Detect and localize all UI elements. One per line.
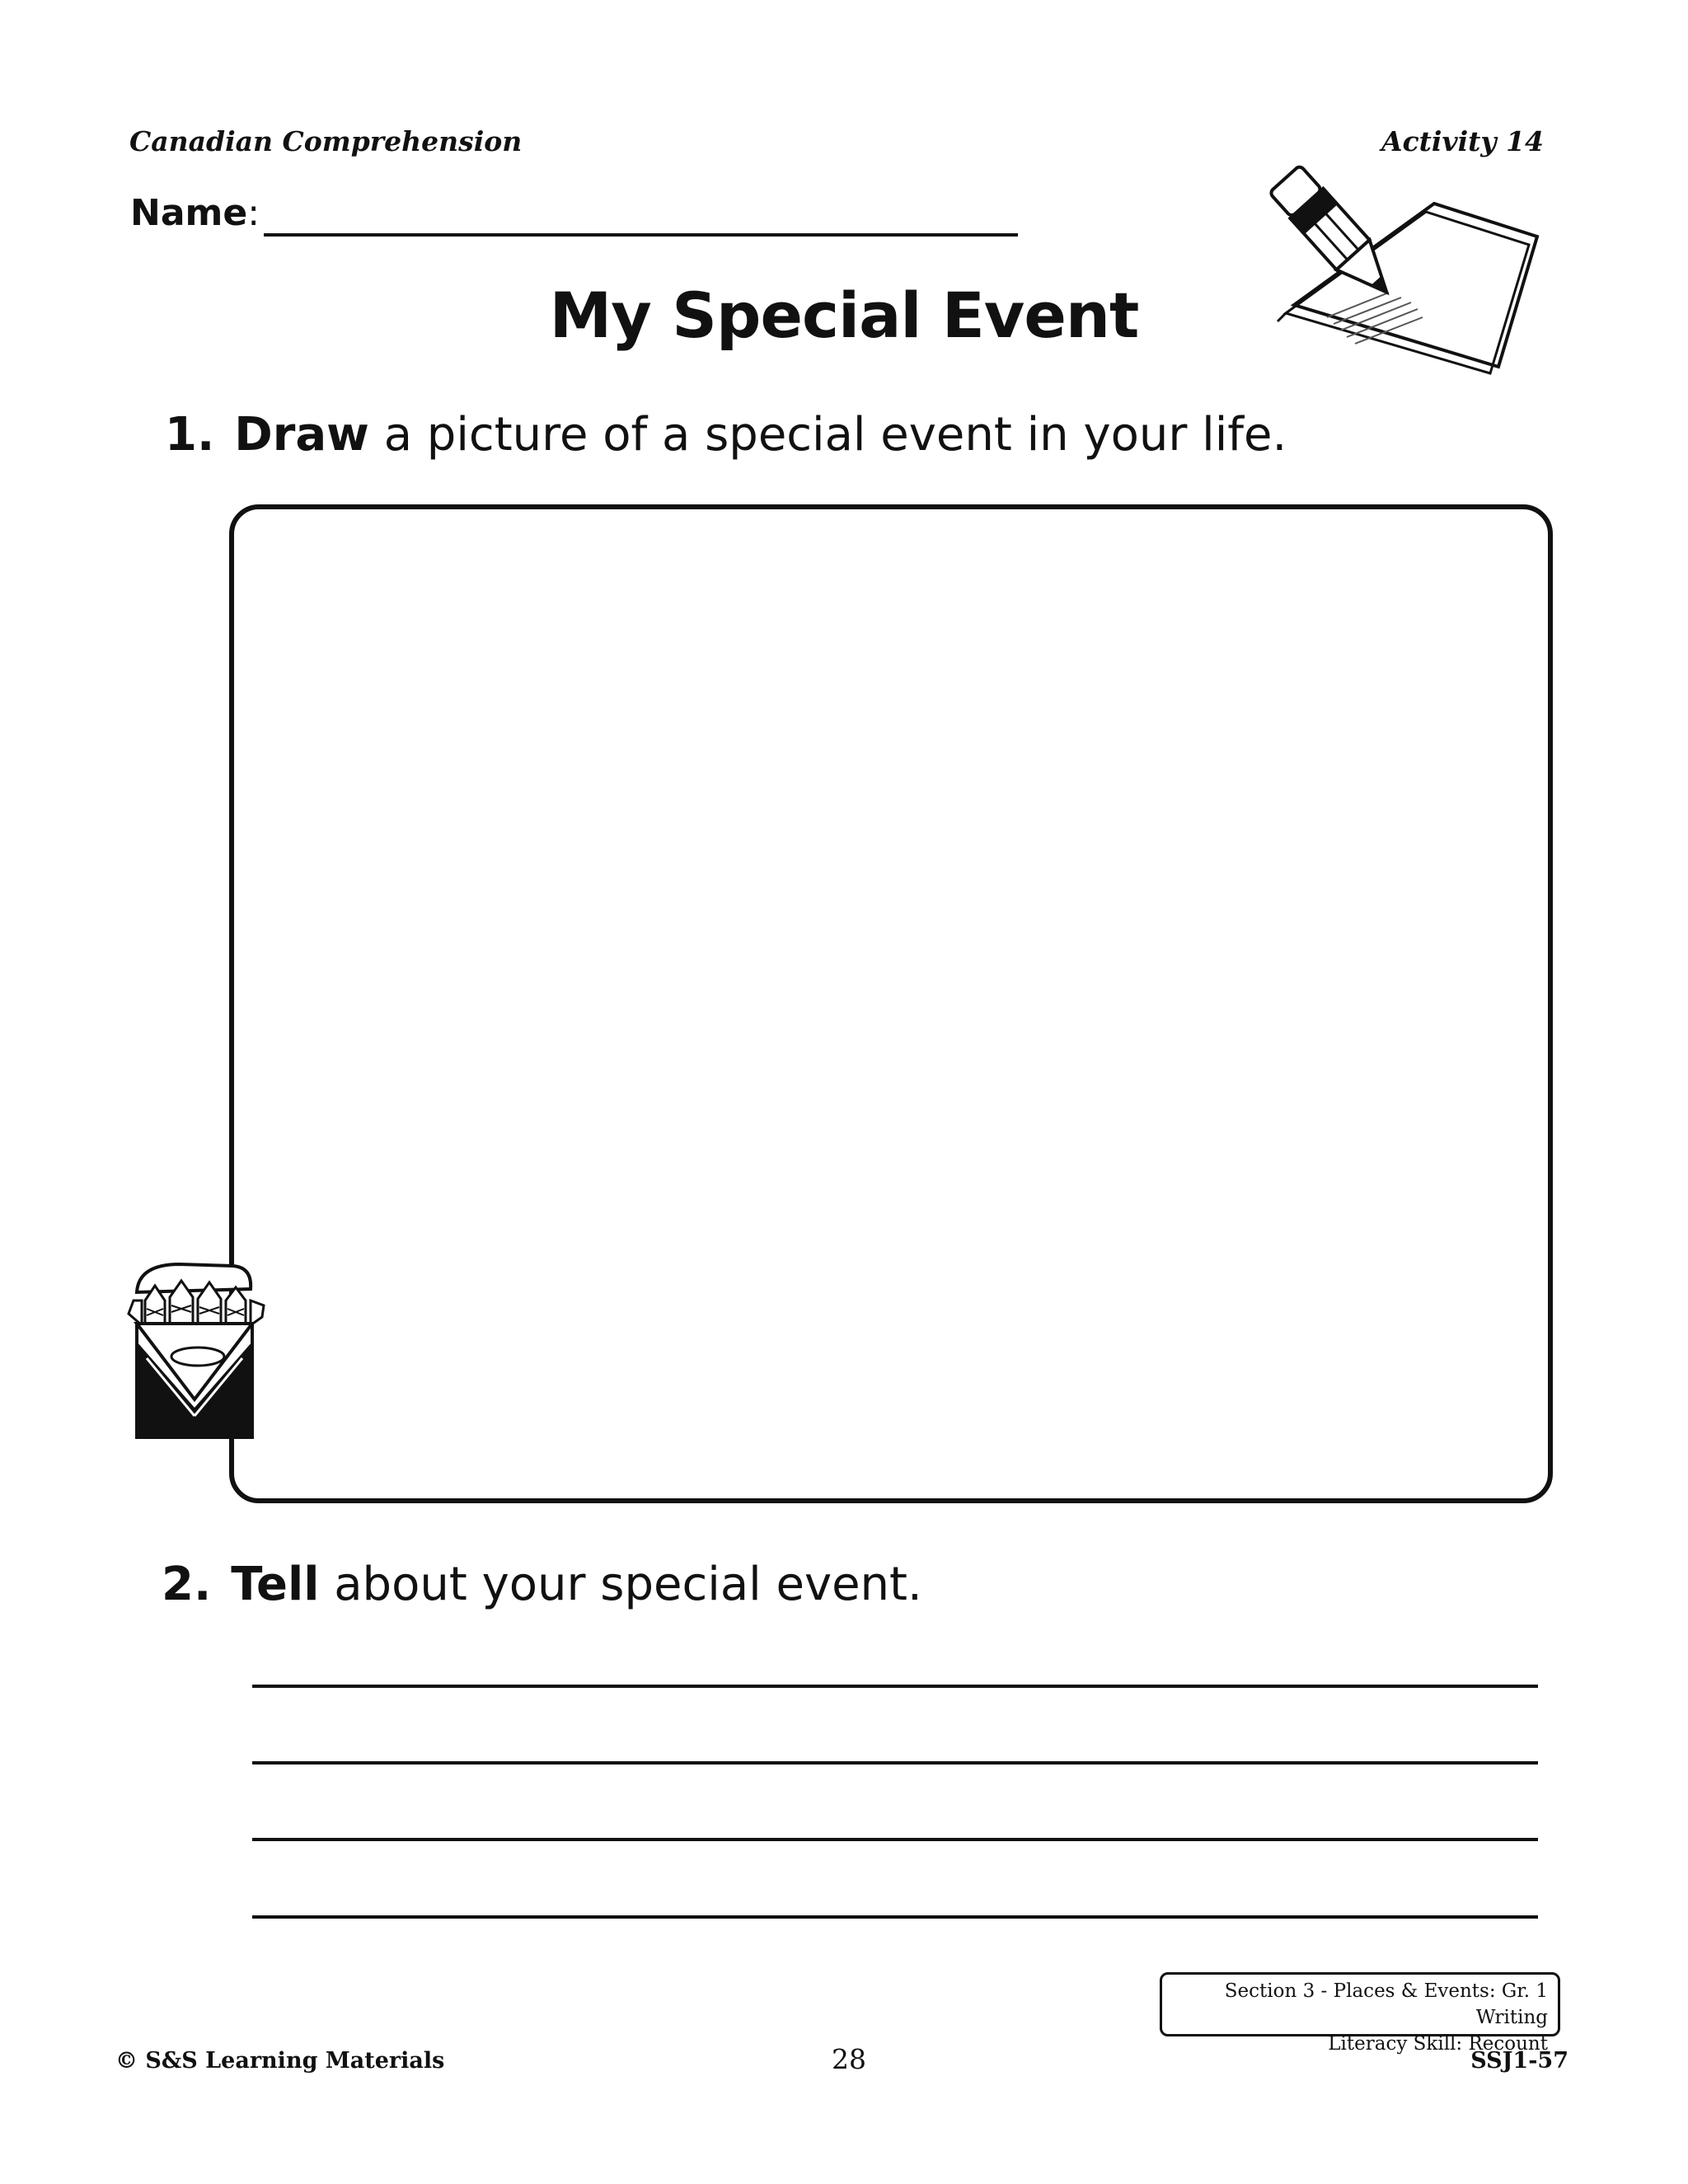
question-1-text: a picture of a special event in your life.: [383, 408, 1287, 462]
drawing-area[interactable]: [229, 504, 1553, 1503]
page-number: 28: [832, 2043, 866, 2075]
question-1-verb: Draw: [234, 408, 369, 462]
question-1-number: 1.: [165, 408, 215, 462]
question-2: [162, 1558, 922, 1611]
book-title: Canadian Comprehension: [129, 125, 523, 157]
writing-line-4[interactable]: [252, 1915, 1538, 1919]
name-input-line[interactable]: [264, 233, 1018, 237]
name-field-label: [130, 192, 260, 234]
writing-line-1[interactable]: [252, 1685, 1538, 1688]
skill-info-box: [1160, 1972, 1560, 2055]
writing-line-2[interactable]: [252, 1761, 1538, 1765]
page-title: My Special Event: [549, 279, 1139, 352]
activity-label: Activity 14: [1381, 125, 1544, 157]
skill-literacy-line: Literacy Skill: Recount: [1328, 2033, 1548, 2055]
writing-line-3[interactable]: [252, 1838, 1538, 1841]
question-2-text: about your special event.: [334, 1558, 922, 1611]
name-label-colon: :: [247, 192, 260, 234]
question-2-number: 2.: [162, 1558, 212, 1611]
name-label-text: Name: [130, 192, 248, 234]
skill-section-line: Section 3 - Places & Events: Gr. 1 Writing: [1224, 1980, 1548, 2028]
question-2-verb: Tell: [231, 1558, 320, 1611]
crayon-box-icon: [122, 1259, 270, 1442]
question-1: [165, 408, 1287, 462]
footer-code: SSJ1-57: [1470, 2048, 1568, 2074]
footer-copyright: © S&S Learning Materials: [115, 2048, 445, 2074]
